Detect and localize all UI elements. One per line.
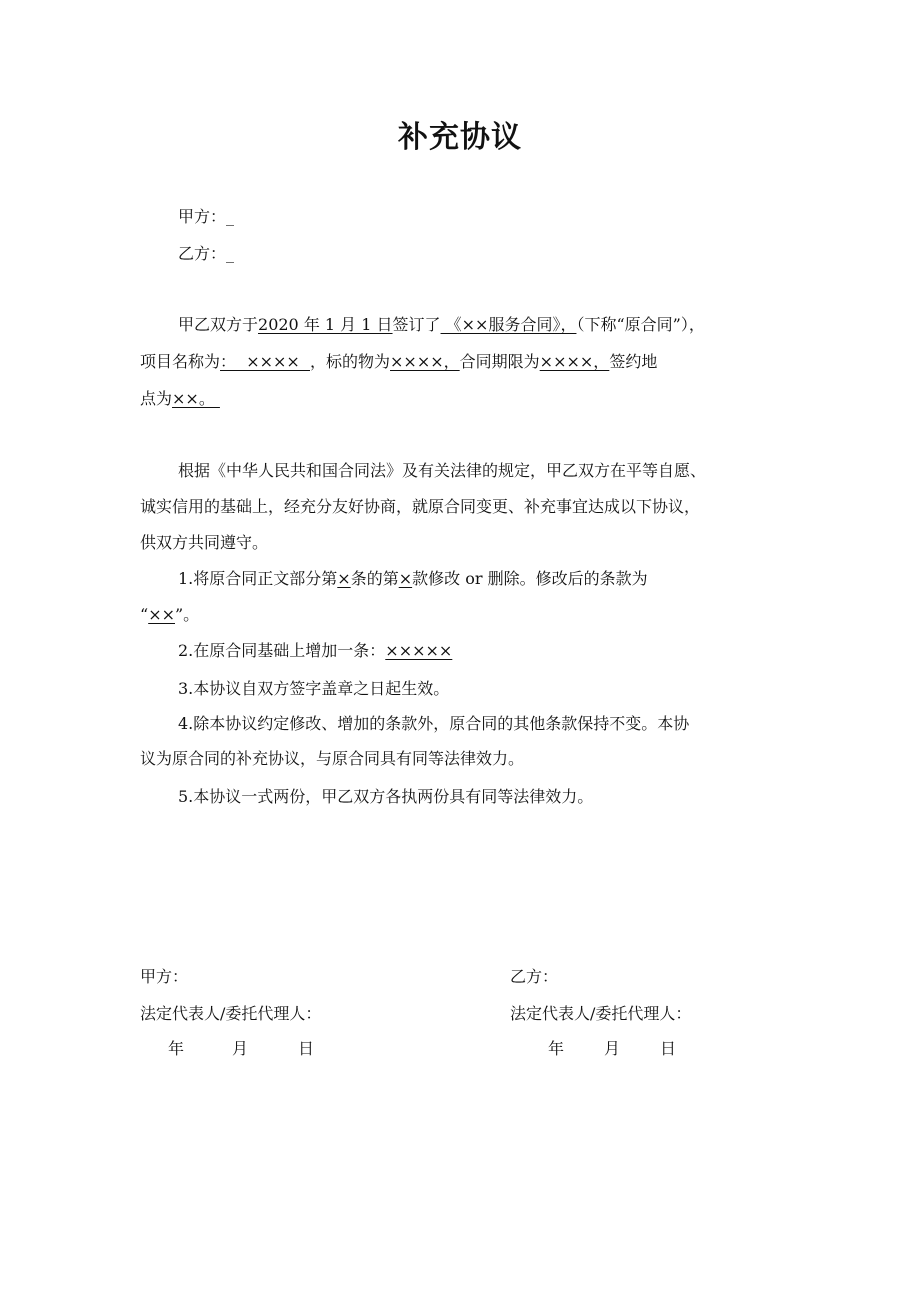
intro-text: 项目名称为 — [140, 352, 221, 371]
sign-date-year-b: 年 — [548, 1039, 565, 1058]
basis-line-2: 诚实信用的基础上，经充分友好协商，就原合同变更、补充事宜达成以下协议， — [140, 497, 701, 516]
basis-line-3: 供双方共同遵守。 — [140, 533, 269, 552]
contract-name: 《××服务合同》， — [440, 315, 577, 334]
clause-paragraph-number: × — [398, 569, 413, 588]
clause-text: 款修改 or 删除。修改后的条款为 — [412, 569, 648, 588]
document-title: 补充协议 — [398, 120, 522, 155]
intro-text: （下称“原合同”）， — [576, 315, 705, 334]
intro-line-3 — [140, 386, 220, 409]
sign-date-year-a: 年 — [168, 1039, 185, 1058]
contract-term: ××××， — [539, 352, 610, 371]
sign-date-month-a: 月 — [232, 1039, 249, 1058]
sign-rep-a: 法定代表人/委托代理人： — [140, 1004, 322, 1023]
intro-line-2 — [140, 349, 657, 372]
quote-close: ”。 — [175, 605, 200, 624]
clause-2 — [178, 638, 452, 661]
clause-text: 2.在原合同基础上增加一条： — [178, 641, 386, 660]
basis-line-1: 根据《中华人民共和国合同法》及有关法律的规定，甲乙双方在平等自愿、 — [178, 461, 707, 480]
intro-line-1 — [178, 312, 705, 335]
sign-date-day-b: 日 — [660, 1039, 677, 1058]
added-clause-text: ××××× — [385, 641, 453, 660]
subject-matter: ××××， — [390, 352, 460, 371]
intro-text: 签约地 — [609, 352, 658, 371]
intro-text: ，标的物为 — [310, 352, 391, 371]
sign-party-a: 甲方： — [140, 967, 189, 986]
intro-text: 甲乙双方于 — [178, 315, 259, 334]
clause-text: 条的第 — [350, 569, 399, 588]
intro-text: 合同期限为 — [459, 352, 540, 371]
sign-date-day-a: 日 — [298, 1039, 315, 1058]
clause-3: 3.本协议自双方签字盖章之日起生效。 — [178, 679, 450, 698]
intro-text: 点为 — [140, 389, 173, 408]
sign-rep-b: 法定代表人/委托代理人： — [510, 1004, 692, 1023]
party-a-line: 甲方：_ — [178, 207, 235, 226]
sign-date-month-b: 月 — [604, 1039, 621, 1058]
sign-party-b: 乙方： — [510, 967, 559, 986]
revised-clause-text: ×× — [148, 605, 175, 624]
signing-place: ××。 — [172, 389, 220, 408]
intro-text: 签订了 — [392, 315, 441, 334]
clause-text: 1.将原合同正文部分第 — [178, 569, 338, 588]
project-name: ： ×××× — [220, 352, 310, 371]
clause-1-line-1 — [178, 566, 648, 589]
clause-article-number: × — [337, 569, 351, 588]
clause-4-line-2: 议为原合同的补充协议，与原合同具有同等法律效力。 — [140, 749, 525, 768]
quote-open: “ — [140, 605, 149, 624]
clause-4-line-1: 4.除本协议约定修改、增加的条款外，原合同的其他条款保持不变。本协 — [178, 714, 690, 733]
party-b-line: 乙方：_ — [178, 244, 235, 263]
clause-5: 5.本协议一式两份，甲乙双方各执两份具有同等法律效力。 — [178, 787, 594, 806]
contract-date: 2020 年 1 月 1 日 — [258, 315, 393, 334]
clause-1-line-2 — [140, 602, 199, 625]
